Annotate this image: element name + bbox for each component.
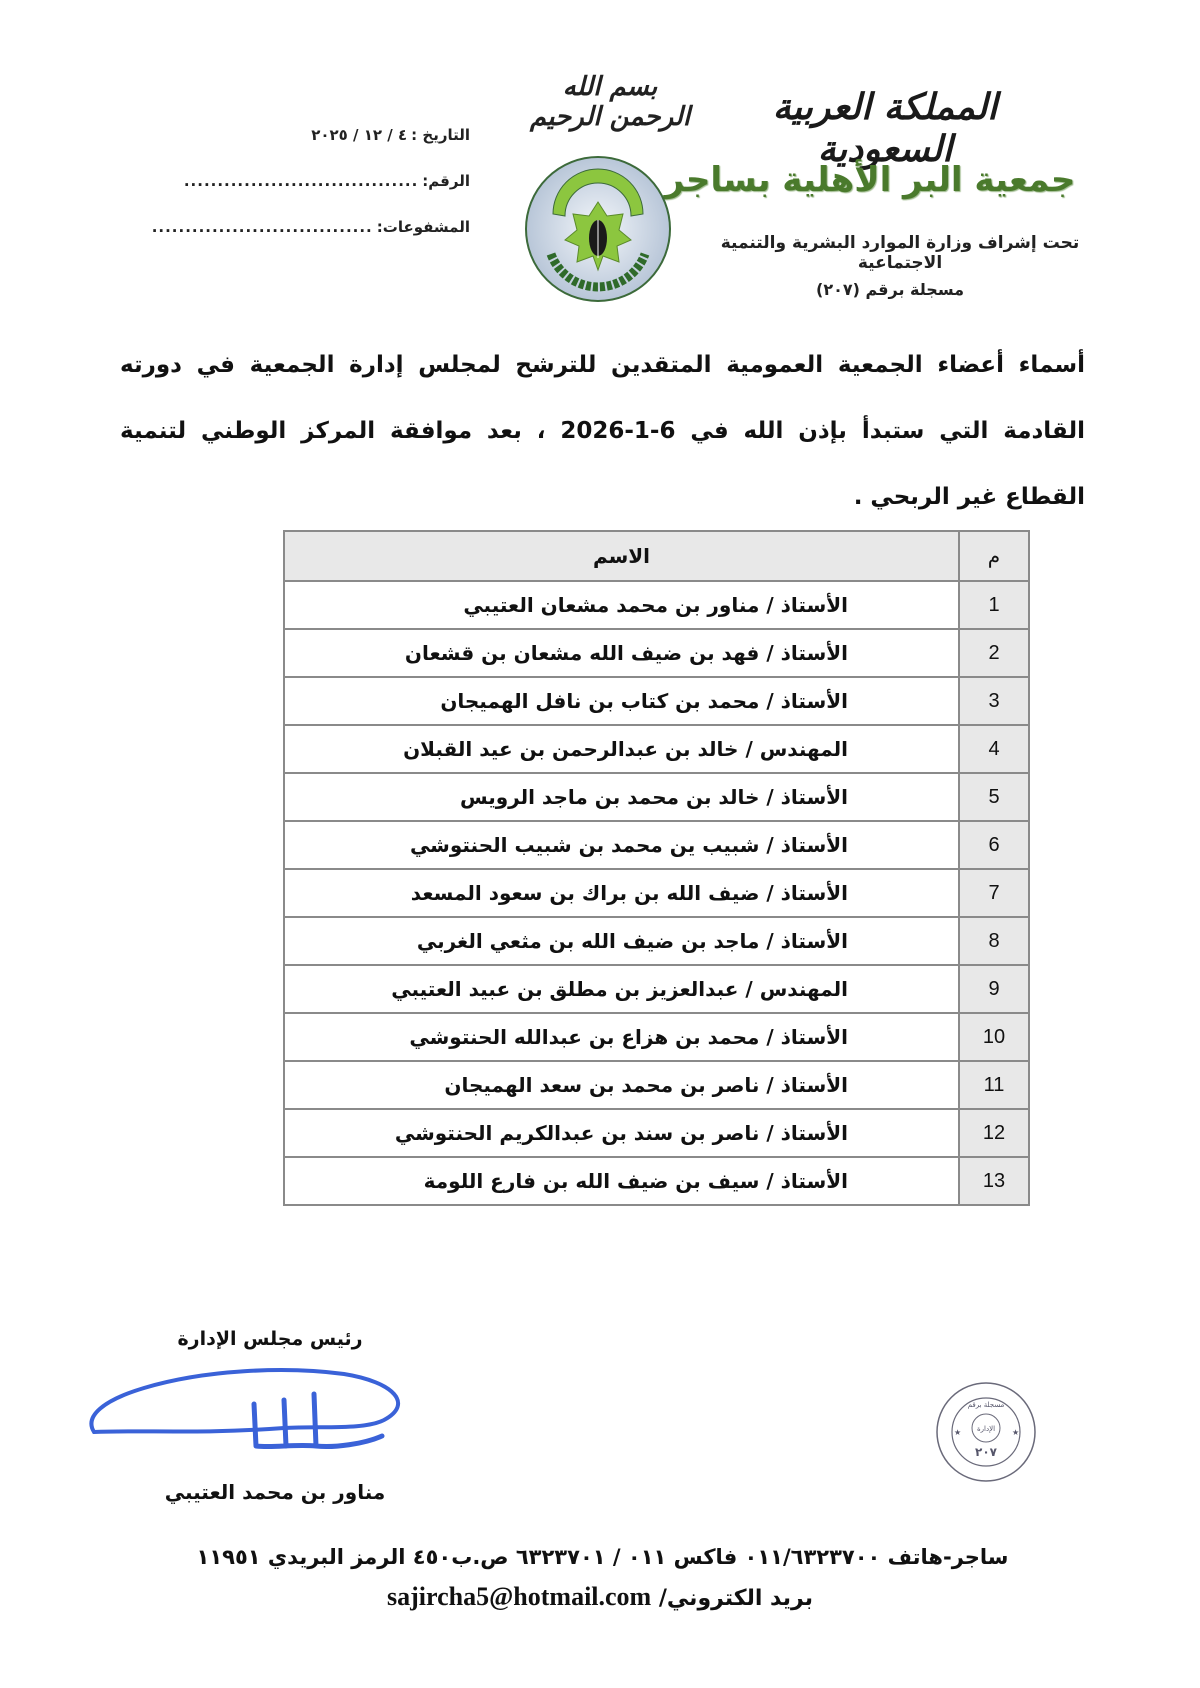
row-number: 7 xyxy=(959,869,1029,917)
table-header-row xyxy=(284,531,1029,581)
row-name: الأستاذ / مناور بن محمد مشعان العتيبي xyxy=(284,581,959,629)
stamp-top-text: مسجلة برقم xyxy=(967,1401,1005,1409)
table-row xyxy=(284,965,1029,1013)
footer-email-line xyxy=(300,1582,900,1612)
candidates-table xyxy=(283,530,1030,1206)
official-stamp-icon xyxy=(934,1380,1038,1484)
stamp-star-icon: ★ xyxy=(954,1428,962,1437)
row-name: الأستاذ / شبيب ين محمد بن شبيب الحنتوشي xyxy=(284,821,959,869)
header-number: م xyxy=(959,531,1029,581)
stamp-center-text: الإدارة xyxy=(976,1425,996,1433)
table-row xyxy=(284,1061,1029,1109)
kingdom-calligraphy: المملكة العربية السعودية xyxy=(772,86,998,170)
attachments-row xyxy=(140,204,470,250)
table-row xyxy=(284,1013,1029,1061)
row-number: 2 xyxy=(959,629,1029,677)
table-row xyxy=(284,869,1029,917)
table-row xyxy=(284,677,1029,725)
table-row xyxy=(284,773,1029,821)
row-name: الأستاذ / ماجد بن ضيف الله بن مثعي الغربي xyxy=(284,917,959,965)
row-name: الأستاذ / سيف بن ضيف الله بن فارع اللومة xyxy=(284,1157,959,1205)
number-value: ................................... xyxy=(183,172,419,190)
table-row xyxy=(284,1157,1029,1205)
table-row xyxy=(284,917,1029,965)
organization-name: جمعية البر الأهلية بساجر xyxy=(664,160,1076,200)
table-row xyxy=(284,581,1029,629)
stamp-number-text: ٢٠٧ xyxy=(975,1445,997,1459)
row-number: 12 xyxy=(959,1109,1029,1157)
date-value: ٤ / ١٢ / ٢٠٢٥ xyxy=(311,126,408,144)
row-number: 10 xyxy=(959,1013,1029,1061)
email-label: بريد الكتروني/ xyxy=(658,1586,813,1611)
registration-number: مسجلة برقم (٢٠٧) xyxy=(816,280,964,299)
attachments-label: المشفوعات: xyxy=(376,218,470,236)
row-number: 13 xyxy=(959,1157,1029,1205)
row-number: 8 xyxy=(959,917,1029,965)
row-number: 1 xyxy=(959,581,1029,629)
row-name: الأستاذ / ضيف الله بن براك بن سعود المسعد xyxy=(284,869,959,917)
basmala-calligraphy: بسم الله الرحمن الرحيم xyxy=(529,72,691,132)
attachments-value: ................................. xyxy=(151,218,373,236)
row-number: 5 xyxy=(959,773,1029,821)
row-name: المهندس / خالد بن عبدالرحمن بن عيد القبلان xyxy=(284,725,959,773)
stamp-star-icon: ★ xyxy=(1012,1428,1020,1437)
row-number: 3 xyxy=(959,677,1029,725)
footer-contact: ساجر-هاتف ٠١١/٦٣٢٣٧٠٠ فاكس ٠١١ / ٦٣٢٣٧٠١ ص.ب٤٥٠ الرمز البريدي ١١٩٥١ xyxy=(196,1545,1009,1569)
row-number: 9 xyxy=(959,965,1029,1013)
date-label: التاريخ : xyxy=(411,126,470,144)
number-row xyxy=(140,158,470,204)
supervision-line: تحت إشراف وزارة الموارد البشرية والتنمية الاجتماعية xyxy=(720,233,1080,273)
table-row xyxy=(284,821,1029,869)
document-meta xyxy=(140,112,470,250)
row-name: الأستاذ / ناصر بن محمد بن سعد الهميجان xyxy=(284,1061,959,1109)
row-number: 4 xyxy=(959,725,1029,773)
email-link[interactable]: sajircha5@hotmail.com xyxy=(387,1582,652,1611)
row-name: الأستاذ / خالد بن محمد بن ماجد الرويس xyxy=(284,773,959,821)
chairman-name: مناور بن محمد العتيبي xyxy=(164,1480,386,1504)
table-row xyxy=(284,629,1029,677)
row-number: 6 xyxy=(959,821,1029,869)
intro-paragraph: أسماء أعضاء الجمعية العمومية المتقدين للترشح لمجلس إدارة الجمعية في دورته القادمة التي ستبدأ بإذن الله في 6-1-2026 ، بعد موافقة المركز الوطني لتنمية القطاع غير الربحي . xyxy=(120,352,1085,510)
date-row xyxy=(140,112,470,158)
chairman-title: رئيس مجلس الإدارة xyxy=(177,1328,363,1350)
row-name: الأستاذ / محمد بن هزاع بن عبدالله الحنتوشي xyxy=(284,1013,959,1061)
table-row xyxy=(284,1109,1029,1157)
table-row xyxy=(284,725,1029,773)
header-name: الاسم xyxy=(284,531,959,581)
row-name: الأستاذ / محمد بن كتاب بن نافل الهميجان xyxy=(284,677,959,725)
row-name: الأستاذ / ناصر بن سند بن عبدالكريم الحنتوشي xyxy=(284,1109,959,1157)
organization-logo-icon xyxy=(523,154,673,304)
row-name: الأستاذ / فهد بن ضيف الله مشعان بن قشعان xyxy=(284,629,959,677)
row-number: 11 xyxy=(959,1061,1029,1109)
row-name: المهندس / عبدالعزيز بن مطلق بن عبيد العتيبي xyxy=(284,965,959,1013)
number-label: الرقم: xyxy=(422,172,470,190)
signature-icon xyxy=(84,1360,424,1470)
